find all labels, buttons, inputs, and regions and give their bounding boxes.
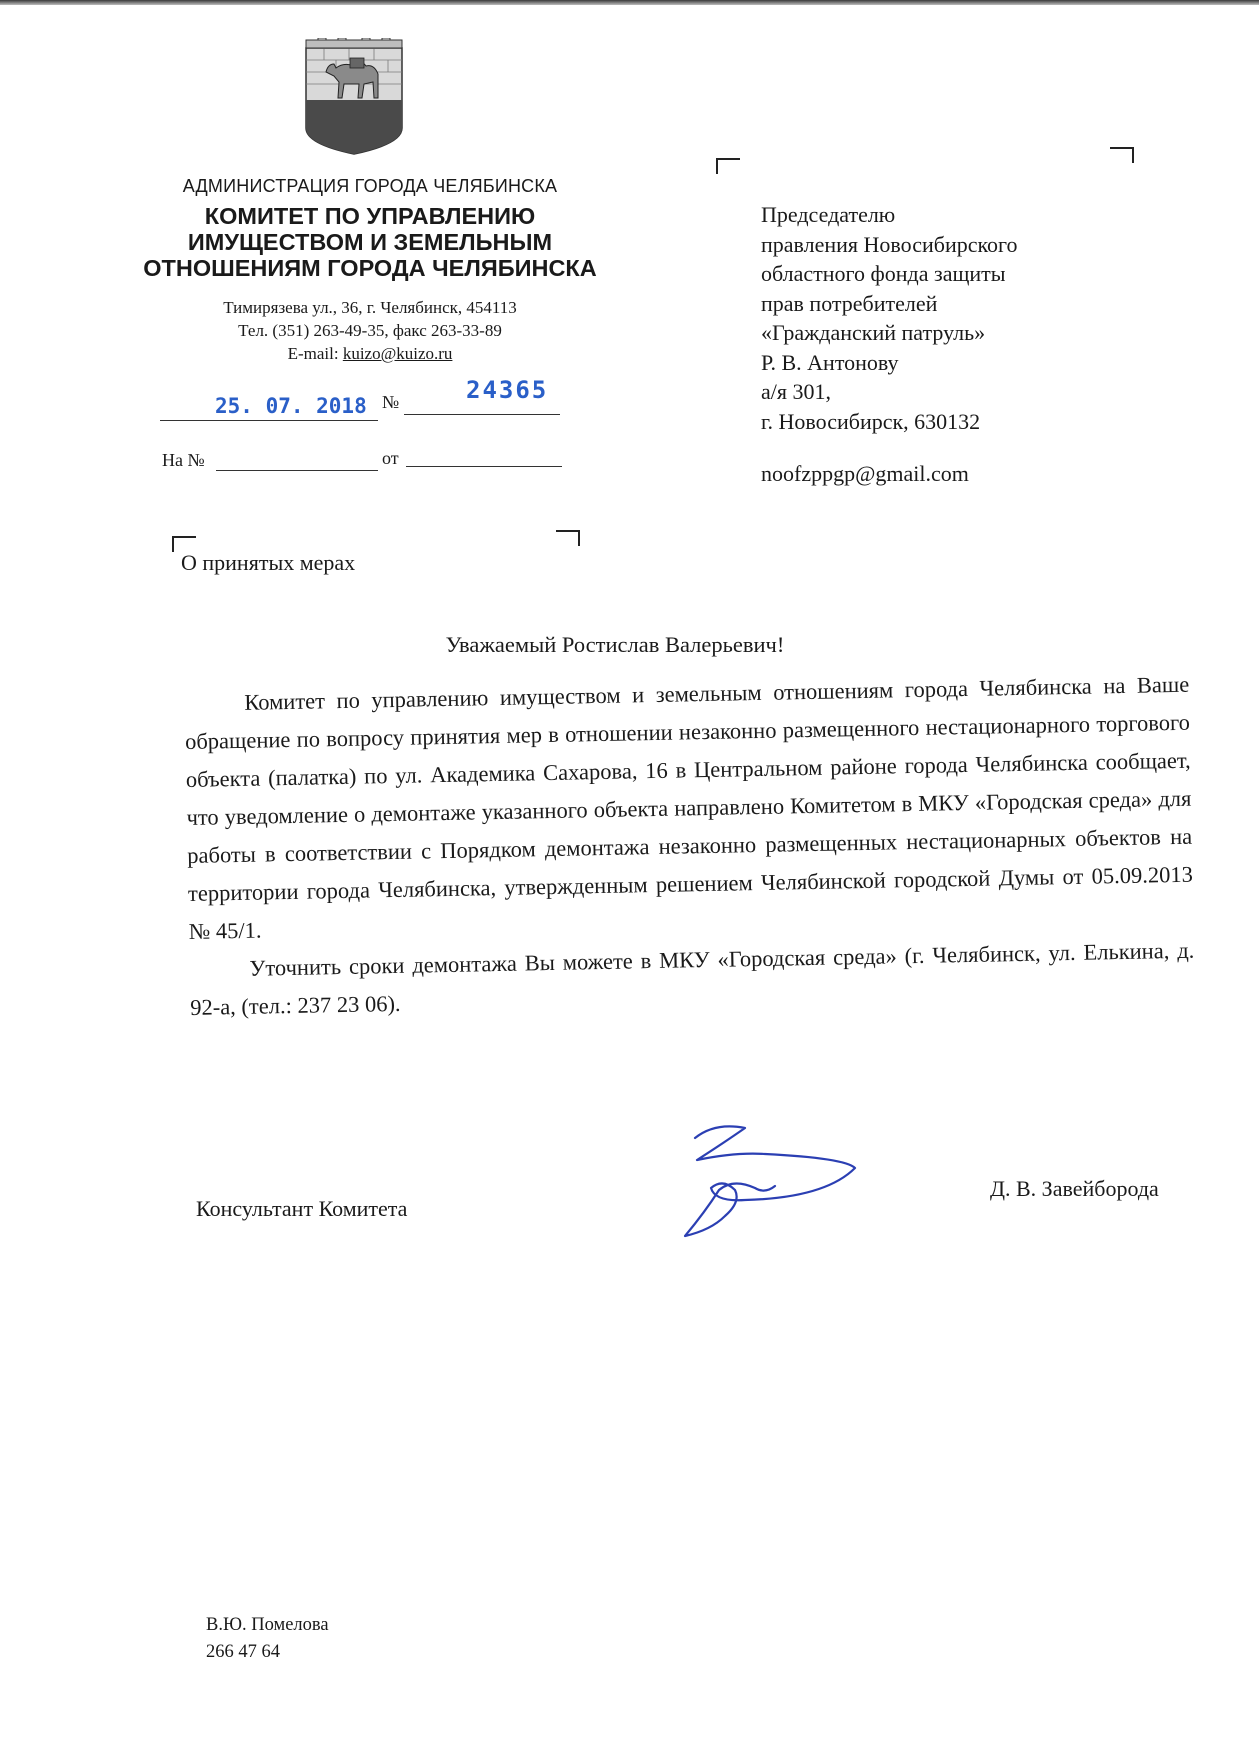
date-line	[160, 420, 378, 421]
letter-body	[184, 666, 1195, 1027]
number-line	[404, 414, 560, 415]
org-admin: АДМИНИСТРАЦИЯ ГОРОДА ЧЕЛЯБИНСКА	[182, 176, 558, 196]
corner-mark	[1110, 147, 1134, 163]
committee-name	[110, 203, 630, 281]
corner-mark	[716, 158, 740, 174]
body-paragraph: Комитет по управлению имуществом и земельным отношениям города Челябинска на Ваше обращение по вопросу принятия мер в отношении незаконно размещенного нестационарного торгового объекта (палатка) по ул. Академика Сахарова, 16 в Центральном районе города Челябинска сообщает, что уведомление о демонтаже указанного объекта направлено Комитетом в МКУ «Городская среда» для работы в соответствии с Порядком демонтажа незаконно размещенных нестационарных объектов на территории города Челябинска, утвержденным решением Челябинской городской Думы от 05.09.2013 № 45/1.	[184, 671, 1194, 944]
body-paragraph: Уточнить сроки демонтажа Вы можете в МКУ «Городская среда» (г. Челябинск, ул. Елькина, д. 92-а, (тел.: 237 23 06).	[189, 937, 1195, 1020]
ref-line	[216, 470, 378, 471]
from-label: от	[382, 448, 399, 468]
scan-edge	[0, 0, 1259, 5]
recipient-line: Р. В. Антонову	[761, 349, 899, 375]
executor-name: В.Ю. Помелова	[206, 1615, 329, 1635]
coat-of-arms-icon	[304, 38, 404, 156]
committee-line: КОМИТЕТ ПО УПРАВЛЕНИЮ	[204, 203, 536, 229]
recipient-line: прав потребителей	[761, 290, 938, 316]
corner-mark	[556, 530, 580, 546]
executor-block	[206, 1612, 329, 1666]
org-address: Тимирязева ул., 36, г. Челябинск, 454113	[223, 298, 517, 317]
subject-line: О принятых мерах	[181, 550, 356, 575]
ref-label: На №	[162, 450, 205, 470]
number-sign: №	[382, 392, 400, 412]
recipient-line: Председателю	[761, 202, 896, 227]
recipient-line: г. Новосибирск, 630132	[761, 408, 981, 434]
signatory-name: Д. В. Завейборода	[990, 1176, 1159, 1201]
recipient-line: областного фонда защиты	[761, 261, 1006, 286]
committee-line: ОТНОШЕНИЯМ ГОРОДА ЧЕЛЯБИНСКА	[143, 255, 597, 281]
org-contact	[150, 296, 590, 365]
recipient-line: а/я 301,	[761, 379, 831, 404]
recipient-block	[761, 200, 1181, 489]
committee-line: ИМУЩЕСТВОМ И ЗЕМЕЛЬНЫМ	[187, 229, 553, 255]
signatory-position: Консультант Комитета	[196, 1196, 408, 1221]
org-email-link[interactable]: kuizo@kuizo.ru	[342, 344, 453, 363]
recipient-line: правления Новосибирского	[761, 231, 1018, 257]
executor-phone: 266 47 64	[206, 1642, 280, 1662]
from-line	[406, 466, 562, 467]
org-email-line	[150, 342, 590, 365]
date-stamp: 25. 07. 2018	[215, 394, 367, 418]
recipient-line: «Гражданский патруль»	[761, 320, 986, 345]
recipient-email[interactable]: noofzppgp@gmail.com	[761, 461, 969, 486]
handwritten-signature	[675, 1118, 865, 1248]
greeting: Уважаемый Ростислав Валерьевич!	[445, 632, 785, 657]
number-stamp: 24365	[466, 376, 549, 404]
org-email-label: E-mail:	[287, 344, 343, 363]
org-phone: Тел. (351) 263-49-35, факс 263-33-89	[238, 321, 502, 340]
